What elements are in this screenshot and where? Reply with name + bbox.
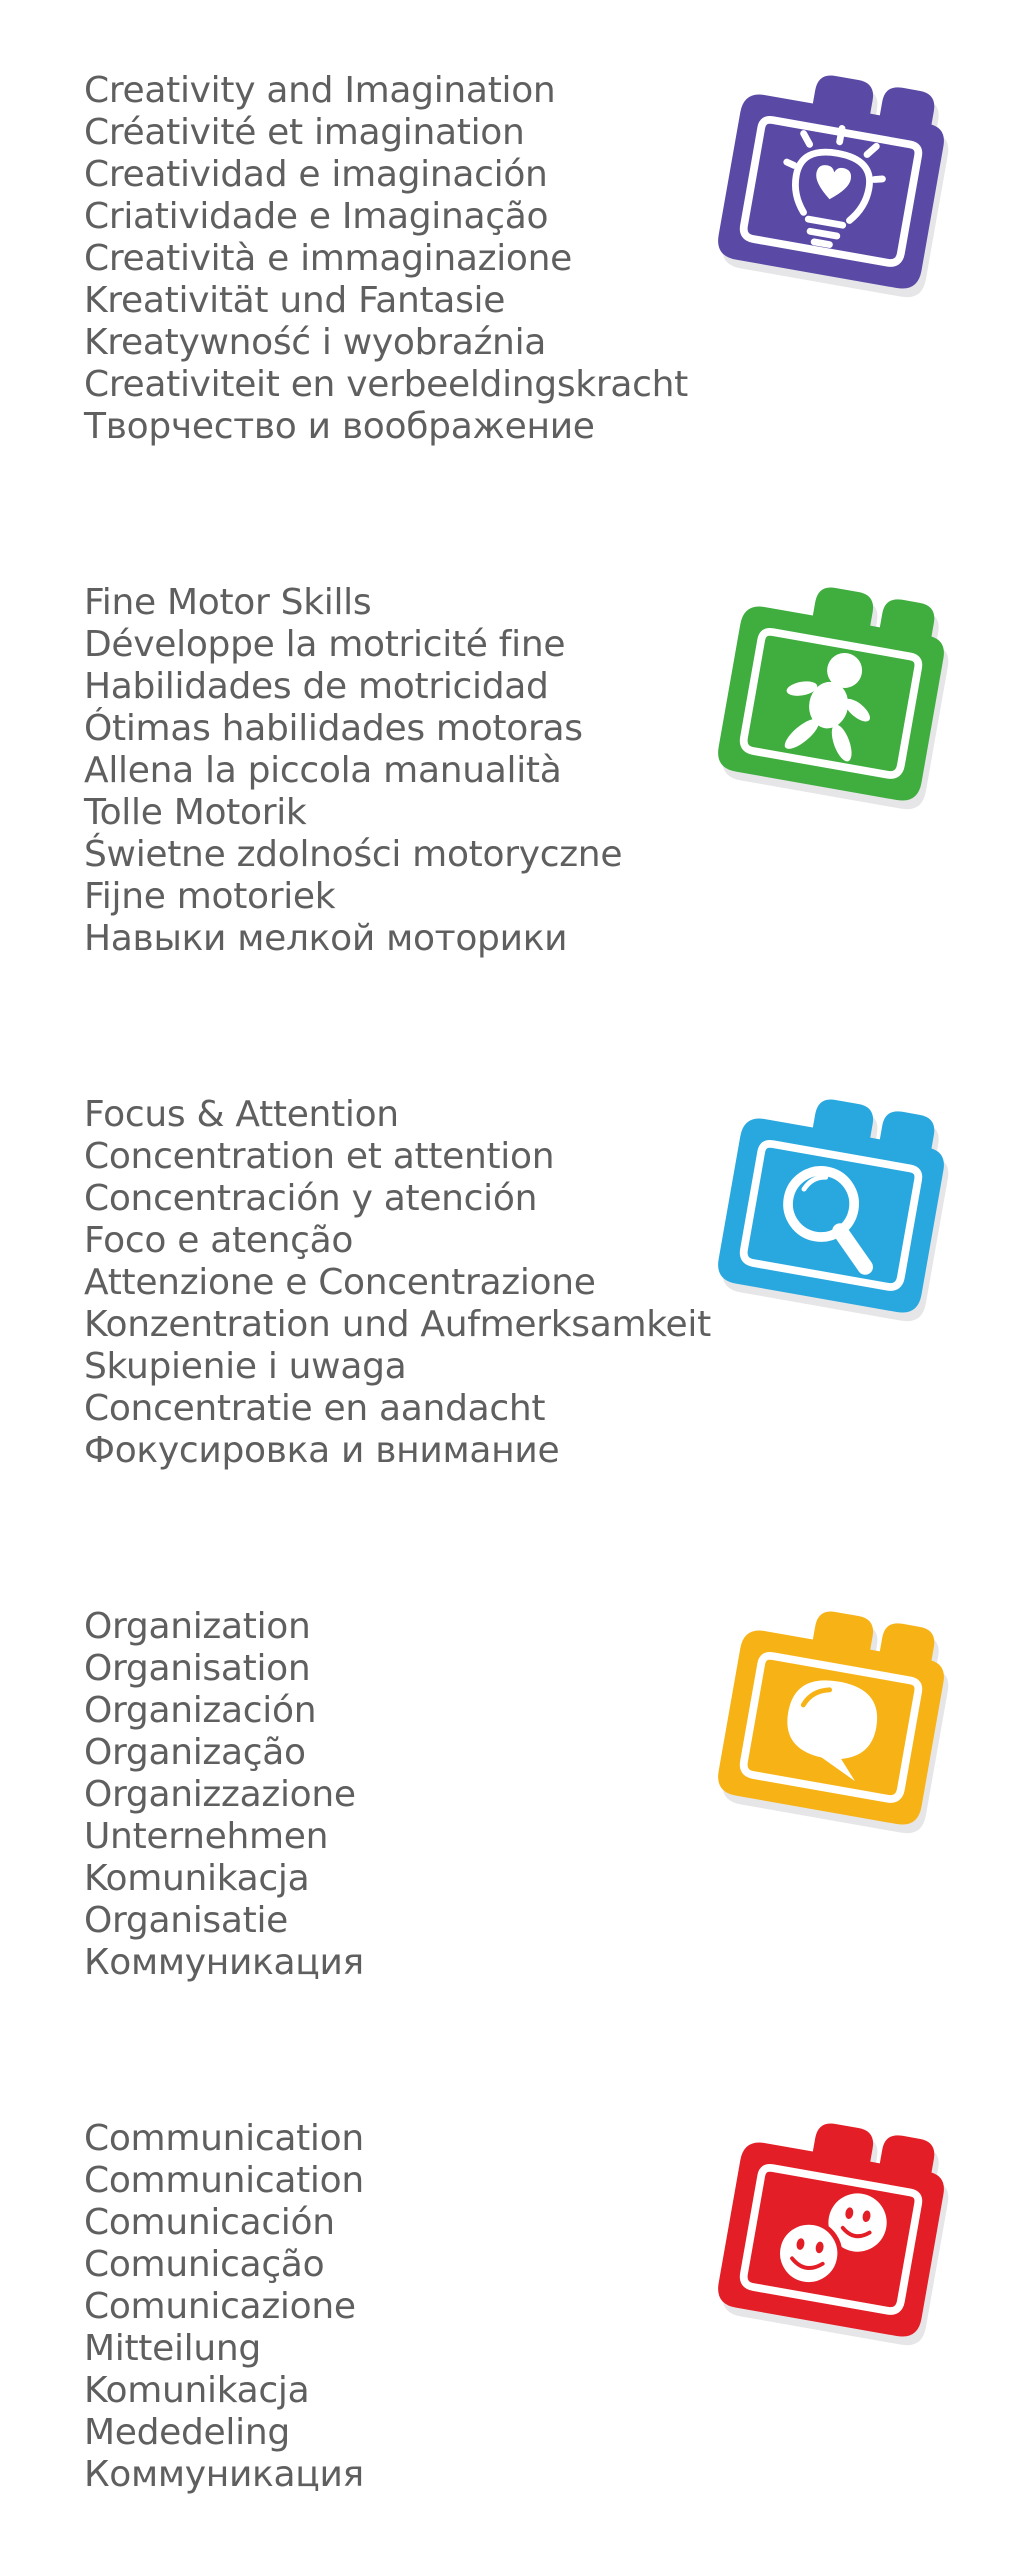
section-communication [0,2118,1022,2538]
section-fine-motor [0,582,1022,1002]
label-line: Fine Motor Skills [84,582,372,623]
section-organization [0,1606,1022,2026]
label-list [84,582,622,960]
magnifying-glass-icon [696,1062,968,1334]
label-line: Creatività e immaginazione [84,238,573,279]
label-line: Concentración y atención [84,1178,538,1219]
label-line: Focus & Attention [84,1094,399,1135]
label-line: Mitteilung [84,2328,261,2369]
label-line: Творчество и воображение [84,406,595,447]
label-line: Organisatie [84,1900,289,1941]
label-line: Unternehmen [84,1816,329,1857]
label-list [84,1606,364,1984]
label-line: Komunikacja [84,1858,310,1899]
label-line: Creativiteit en verbeeldingskracht [84,364,688,405]
label-line: Ótimas habilidades motoras [84,708,583,749]
label-line: Organización [84,1690,317,1731]
label-line: Habilidades de motricidad [84,666,549,707]
label-line: Organisation [84,1648,311,1689]
label-line: Comunicazione [84,2286,356,2327]
smiling-faces-icon [696,2086,968,2358]
label-line: Коммуникация [84,1942,364,1983]
label-line: Komunikacja [84,2370,310,2411]
label-line: Mededeling [84,2412,290,2453]
label-line: Kreatywność i wyobraźnia [84,322,547,363]
label-line: Créativité et imagination [84,112,525,153]
label-line: Attenzione e Concentrazione [84,1262,596,1303]
label-line: Навыки мелкой моторики [84,918,568,959]
label-line: Tolle Motorik [84,792,307,833]
label-line: Organizzazione [84,1774,356,1815]
label-line: Criatividade e Imaginação [84,196,549,237]
label-line: Fijne motoriek [84,876,336,917]
label-line: Comunicación [84,2202,335,2243]
label-list [84,2118,364,2496]
running-child-icon [696,550,968,822]
label-line: Développe la motricité fine [84,624,566,665]
speech-bubble-icon [696,1574,968,1846]
label-line: Creatividad e imaginación [84,154,548,195]
label-line: Communication [84,2118,364,2159]
label-line: Concentratie en aandacht [84,1388,546,1429]
label-list [84,1094,711,1472]
label-line: Фокусировка и внимание [84,1430,560,1471]
label-line: Concentration et attention [84,1136,555,1177]
label-line: Communication [84,2160,364,2201]
section-focus [0,1094,1022,1514]
lightbulb-heart-icon [696,38,968,310]
section-creativity [0,70,1022,490]
label-line: Comunicação [84,2244,325,2285]
label-line: Organização [84,1732,306,1773]
label-list [84,70,688,448]
label-line: Creativity and Imagination [84,70,556,111]
label-line: Skupienie i uwaga [84,1346,407,1387]
label-line: Foco e atenção [84,1220,354,1261]
label-line: Świetne zdolności motoryczne [84,834,623,875]
label-line: Коммуникация [84,2454,364,2495]
label-line: Organization [84,1606,311,1647]
label-line: Konzentration und Aufmerksamkeit [84,1304,711,1345]
label-line: Kreativität und Fantasie [84,280,506,321]
label-line: Allena la piccola manualità [84,750,562,791]
